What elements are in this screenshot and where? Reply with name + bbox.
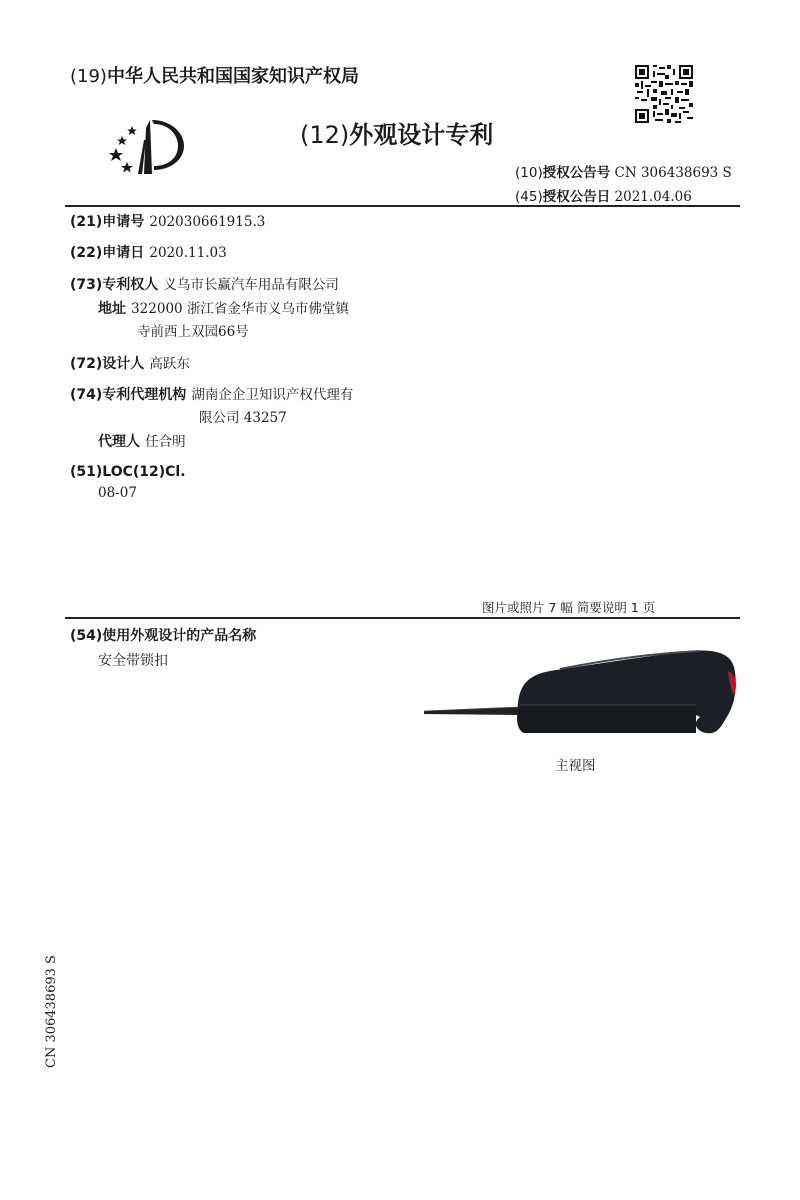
pub-no-label: 授权公告号 [542, 165, 611, 181]
agency-line2: 限公司 43257 [199, 410, 287, 426]
address-line2: 寺前西上双园66号 [137, 324, 249, 340]
office-code: (19) [70, 66, 107, 87]
address-row [98, 297, 349, 318]
address-line1: 322000 浙江省金华市义乌市佛堂镇 [131, 301, 349, 317]
product-title-label: 使用外观设计的产品名称 [102, 628, 257, 644]
product-title-row [70, 625, 256, 645]
cnipa-emblem-icon [108, 114, 188, 178]
app-date-label: 申请日 [102, 245, 145, 261]
application-date-row [70, 242, 227, 262]
agent-value: 任合明 [145, 434, 186, 450]
loc-label: LOC(12)Cl. [102, 464, 186, 480]
office-name: 中华人民共和国国家知识产权局 [106, 66, 359, 87]
patentee-value: 义乌市长赢汽车用品有限公司 [163, 277, 339, 293]
patentee-code: (73) [70, 277, 103, 293]
app-no-code: (21) [70, 214, 103, 230]
agency-line1: 湖南企企卫知识产权代理有 [191, 387, 354, 403]
agency-row [70, 383, 353, 404]
side-document-number: CN 306438693 S [44, 955, 59, 1068]
application-number-row [70, 211, 265, 231]
doc-type-line [300, 115, 493, 150]
pub-number-line [515, 161, 732, 181]
designer-label: 设计人 [102, 356, 145, 372]
doc-type: 外观设计专利 [349, 121, 494, 149]
agent-row [98, 430, 186, 451]
designer-code: (72) [70, 356, 103, 372]
patentee-label: 专利权人 [102, 277, 159, 293]
agent-label: 代理人 [98, 434, 140, 450]
app-no-label: 申请号 [102, 214, 145, 230]
loc-code: (51) [70, 464, 103, 480]
pub-no-code: (10) [515, 165, 543, 181]
pub-date-line [515, 185, 692, 205]
product-name: 安全带锁扣 [98, 653, 168, 669]
app-no-value: 202030661915.3 [149, 214, 266, 230]
designer-value: 高跃东 [149, 356, 190, 372]
address-label: 地址 [98, 301, 126, 317]
app-date-code: (22) [70, 245, 103, 261]
section-rule [65, 617, 740, 619]
view-caption: 主视图 [555, 758, 596, 774]
seat-belt-buckle-image [420, 645, 760, 745]
designer-row [70, 352, 190, 373]
pub-date-code: (45) [515, 189, 543, 205]
loc-row [70, 461, 186, 480]
agency-label: 专利代理机构 [102, 387, 187, 403]
qr-code-icon [635, 65, 693, 123]
patentee-row [70, 273, 339, 294]
pub-date-value: 2021.04.06 [614, 189, 692, 205]
pub-date-label: 授权公告日 [542, 189, 611, 205]
header-rule [65, 205, 740, 207]
page-info: 图片或照片 7 幅 简要说明 1 页 [482, 600, 656, 615]
app-date-value: 2020.11.03 [149, 245, 227, 261]
doc-type-code: (12) [300, 121, 350, 149]
agency-code: (74) [70, 387, 103, 403]
loc-value: 08-07 [98, 485, 137, 501]
pub-no-value: CN 306438693 S [614, 165, 732, 181]
office-name-line [70, 62, 359, 88]
product-title-code: (54) [70, 628, 103, 644]
